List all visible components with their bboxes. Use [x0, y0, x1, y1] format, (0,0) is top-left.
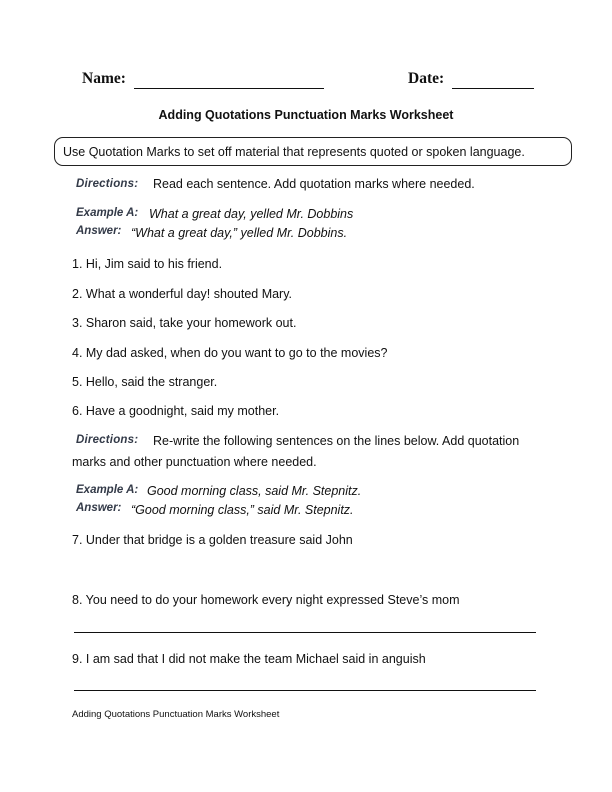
example-label-2: Example A:	[76, 484, 139, 496]
question-9: 9. I am sad that I did not make the team Michael said in anguish	[72, 652, 426, 666]
answer-label-2: Answer:	[76, 502, 122, 514]
page-title: Adding Quotations Punctuation Marks Worksheet	[158, 108, 454, 122]
question-4: 4. My dad asked, when do you want to go to the movies?	[72, 346, 388, 360]
date-blank[interactable]	[452, 70, 534, 89]
answer-text-1: “What a great day,” yelled Mr. Dobbins.	[131, 226, 348, 240]
answer-line-9[interactable]	[74, 690, 536, 691]
example-text-1: What a great day, yelled Mr. Dobbins	[149, 207, 354, 221]
name-label: Name:	[82, 70, 126, 87]
question-8: 8. You need to do your homework every night expressed Steve’s mom	[72, 593, 460, 607]
directions-label-2: Directions:	[76, 434, 139, 446]
question-6: 6. Have a goodnight, said my mother.	[72, 404, 280, 418]
name-field[interactable]	[82, 70, 324, 89]
answer-text-2: “Good morning class,” said Mr. Stepnitz.	[131, 503, 354, 517]
question-5: 5. Hello, said the stranger.	[72, 375, 218, 389]
name-blank[interactable]	[134, 70, 324, 89]
date-label: Date:	[408, 70, 445, 87]
answer-label-1: Answer:	[76, 225, 122, 237]
question-3: 3. Sharon said, take your homework out.	[72, 316, 297, 330]
answer-line-8[interactable]	[74, 632, 536, 633]
example-text-2: Good morning class, said Mr. Stepnitz.	[147, 484, 362, 498]
directions-text-2a: Re-write the following sentences on the lines below. Add quotation	[153, 434, 520, 448]
directions-label-1: Directions:	[76, 178, 139, 190]
page-footer: Adding Quotations Punctuation Marks Worksheet	[72, 709, 280, 720]
rule-box-text: Use Quotation Marks to set off material that represents quoted or spoken language.	[63, 145, 525, 159]
question-2: 2. What a wonderful day! shouted Mary.	[72, 287, 293, 301]
example-label-1: Example A:	[76, 207, 139, 219]
directions-text-2b: marks and other punctuation where needed.	[72, 455, 317, 469]
question-7: 7. Under that bridge is a golden treasure said John	[72, 533, 353, 547]
directions-text-1: Read each sentence. Add quotation marks where needed.	[153, 177, 475, 191]
question-1: 1. Hi, Jim said to his friend.	[72, 257, 223, 271]
date-field[interactable]	[408, 70, 534, 89]
